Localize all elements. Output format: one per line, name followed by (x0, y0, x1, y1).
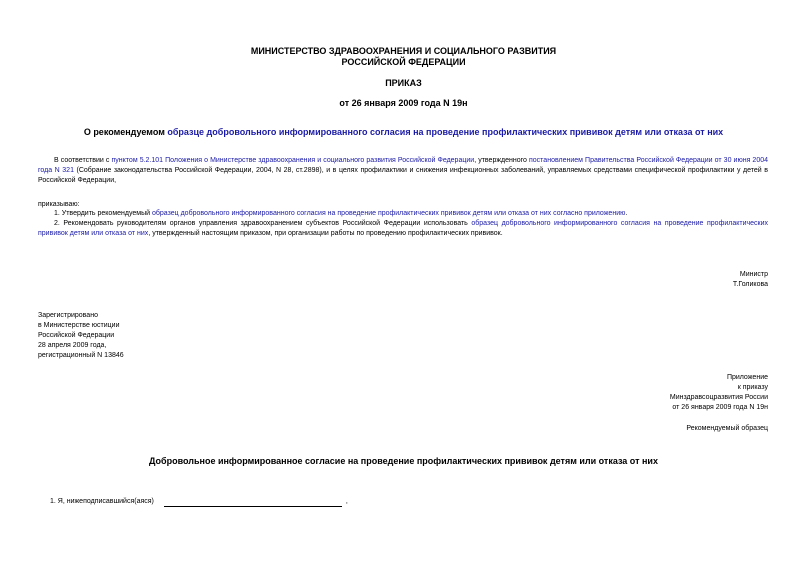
signature-name: Т.Голикова (732, 281, 768, 288)
field1-blank-line[interactable] (164, 499, 342, 507)
ministry-name-line2: РОССИЙСКОЙ ФЕДЕРАЦИИ (341, 57, 466, 67)
item2-sample-link[interactable]: образец добровольного информированного согласия на проведение профилактических прививок детям или отказа от них (38, 220, 768, 237)
appendix-line: Минздравсоцразвития России (669, 394, 768, 401)
intro-text-3: (Собрание законодательства Российской Федерации, 2004, N 28, ст.2898), и в целях профилактики и снижения инфекционных заболеваний, управляемых средствами специфической профилактики у детей в Российской Федерации, (38, 167, 768, 184)
regulation-link[interactable]: пунктом 5.2.101 Положения о Министерстве здравоохранения и социального развития Российской Федерации (111, 157, 475, 164)
consent-form-title: Добровольное информированное согласие на проведение профилактических прививок детям или отказа от них (149, 456, 658, 466)
document-type: ПРИКАЗ (385, 78, 422, 88)
item1-sample-link[interactable]: образец добровольного информированного согласия на проведение профилактических прививок детям или отказа от них согласно приложению (152, 210, 626, 217)
registration-line: регистрационный N 13846 (38, 352, 124, 359)
intro-text-1: В соответствии с (54, 157, 110, 164)
appendix-line: к приказу (737, 384, 768, 391)
field1-label: 1. Я, нижеподписавшийся(аяся) (50, 498, 154, 505)
recommended-sample-label: Рекомендуемый образец (686, 425, 768, 432)
registration-line: 28 апреля 2009 года, (38, 342, 107, 349)
intro-paragraph (38, 156, 768, 186)
signature-position: Министр (739, 271, 768, 278)
registration-line: Зарегистрировано (38, 312, 98, 319)
field1-comma: , (345, 498, 348, 505)
appendix-line: от 26 января 2009 года N 19н (672, 404, 768, 411)
item2-end: , утвержденный настоящим приказом, при организации работы по проведению профилактических прививок. (148, 230, 503, 237)
order-title-link[interactable]: образце добровольного информированного согласия на проведение профилактических прививок детям или отказа от них (167, 127, 724, 137)
order-title-prefix: О рекомендуемом (83, 127, 165, 137)
appendix-line: Приложение (726, 374, 768, 381)
item2-text: 2. Рекомендовать руководителям органов управления здравоохранением субъектов Российской Федерации использовать (54, 220, 468, 227)
order-item-2 (38, 219, 768, 239)
appendix-block (670, 373, 768, 413)
registration-line: Российской Федерации (38, 332, 115, 339)
item1-end: . (625, 210, 628, 217)
document-date-number: от 26 января 2009 года N 19н (339, 98, 468, 108)
registration-block (38, 311, 124, 361)
ministry-name-line1: МИНИСТЕРСТВО ЗДРАВООХРАНЕНИЯ И СОЦИАЛЬНОГО РАЗВИТИЯ (250, 46, 557, 56)
intro-text-2: , утвержденного (474, 157, 527, 164)
registration-line: в Министерстве юстиции (38, 322, 120, 329)
order-word: приказываю: (38, 201, 80, 208)
item1-text: 1. Утвердить рекомендуемый (54, 210, 151, 217)
consent-field-1 (50, 497, 348, 507)
order-title (0, 127, 807, 137)
order-item-1 (38, 209, 768, 219)
resolution-link[interactable]: постановлением Правительства Российской Федерации от 30 июня 2004 года N 321 (38, 157, 769, 174)
